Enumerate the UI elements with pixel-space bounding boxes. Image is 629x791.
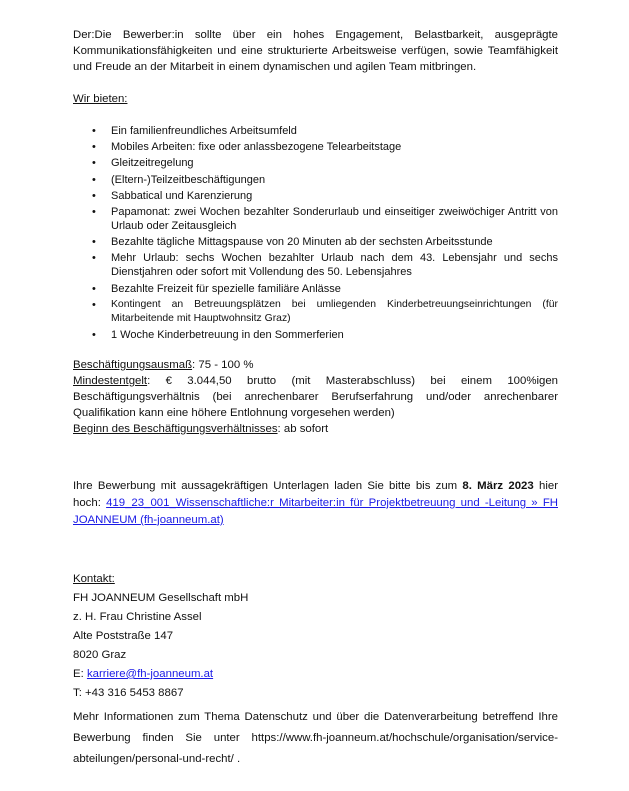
- start-value: : ab sofort: [277, 422, 329, 435]
- list-item: • Papamonat: zwei Wochen bezahlter Sonderurlaub und einseitiger zweiwöchiger Antritt von Urlaub oder Zeitausgleich: [73, 205, 558, 233]
- scope-label: Beschäftigungsausmaß: [73, 358, 193, 371]
- list-item: • Kontingent an Betreuungsplätzen bei umliegenden Kinderbetreuungseinrichtungen (für Mitarbeitende mit Hauptwohnsitz Graz): [73, 298, 558, 326]
- contact-heading-text: Kontakt:: [73, 572, 115, 585]
- list-item: • Sabbatical und Karenzierung: [73, 189, 558, 203]
- list-item: • Bezahlte Freizeit für spezielle familiäre Anlässe: [73, 282, 558, 296]
- salary-value: : € 3.044,50 brutto (mit Masterabschluss) bei einem 100%igen Beschäftigungsverhältnis (bei anrechenbarer Berufserfahrung und/oder anrechenbarer Qualifikation kann eine höhere Entlohnung vorgesehen werden): [73, 374, 558, 419]
- apply-text-after: hier hoch:: [73, 479, 558, 509]
- contact-city: 8020 Graz: [73, 648, 127, 661]
- contact-email-line: [73, 665, 558, 684]
- contact-person: z. H. Frau Christine Assel: [73, 610, 202, 623]
- email-link[interactable]: karriere@fh-joanneum.at: [86, 667, 214, 680]
- scope-line: [73, 357, 558, 373]
- benefits-list: [73, 124, 558, 342]
- contact-street: Alte Poststraße 147: [73, 629, 174, 642]
- list-item: • Gleitzeitregelung: [73, 156, 558, 170]
- list-item: • Mobiles Arbeiten: fixe oder anlassbezogene Telearbeitstage: [73, 140, 558, 154]
- contact-phone: T: +43 316 5453 8867: [73, 686, 184, 699]
- offer-heading: [73, 91, 558, 107]
- list-item: • (Eltern-)Teilzeitbeschäftigungen: [73, 173, 558, 187]
- employment-details: [73, 357, 558, 437]
- list-item: • Ein familienfreundliches Arbeitsumfeld: [73, 124, 558, 138]
- list-item: • Mehr Urlaub: sechs Wochen bezahlter Urlaub nach dem 43. Lebensjahr und sechs Dienstjahren oder sofort mit Vollendung des 50. Lebensjahres: [73, 251, 558, 279]
- intro-paragraph: Der:Die Bewerber:in sollte über ein hohes Engagement, Belastbarkeit, ausgeprägte Kommunikationsfähigkeiten und eine strukturierte Arbeitsweise verfügen, sowie Teamfähigkeit und Freude an der Mitarbeit in einem dynamischen und agilen Team mitbringen.: [73, 29, 558, 73]
- contact-org: FH JOANNEUM Gesellschaft mbH: [73, 591, 249, 604]
- document-page: [73, 27, 558, 770]
- application-section: [73, 478, 558, 529]
- apply-text-before: Ihre Bewerbung mit aussagekräftigen Unterlagen laden Sie bitte bis zum: [73, 479, 463, 492]
- start-line: [73, 421, 558, 437]
- contact-heading: [73, 570, 558, 589]
- application-paragraph: [73, 478, 558, 529]
- start-label: Beginn des Beschäftigungsverhältnisses: [73, 422, 278, 435]
- contact-section: [73, 570, 558, 703]
- salary-label: Mindestentgelt: [73, 374, 148, 387]
- email-prefix: E:: [73, 667, 87, 680]
- salary-line: [73, 373, 558, 421]
- privacy-section: [73, 707, 558, 770]
- scope-value: : 75 - 100 %: [192, 358, 254, 371]
- apply-deadline: 8. März 2023: [462, 479, 534, 492]
- list-item: • 1 Woche Kinderbetreuung in den Sommerferien: [73, 328, 558, 342]
- privacy-paragraph: Mehr Informationen zum Thema Datenschutz und über die Datenverarbeitung betreffend Ihre Bewerbung finden Sie unter https://www.fh-joanneum.at/hochschule/organisation/service-abteilungen/personal-und-recht/ .: [73, 710, 558, 765]
- application-link[interactable]: 419_23_001_Wissenschaftliche:r Mitarbeiter:in für Projektbetreuung und -Leitung » FH JOANNEUM (fh-joanneum.at): [73, 496, 558, 526]
- list-item: • Bezahlte tägliche Mittagspause von 20 Minuten ab der sechsten Arbeitsstunde: [73, 235, 558, 249]
- offer-heading-text: Wir bieten:: [73, 93, 128, 105]
